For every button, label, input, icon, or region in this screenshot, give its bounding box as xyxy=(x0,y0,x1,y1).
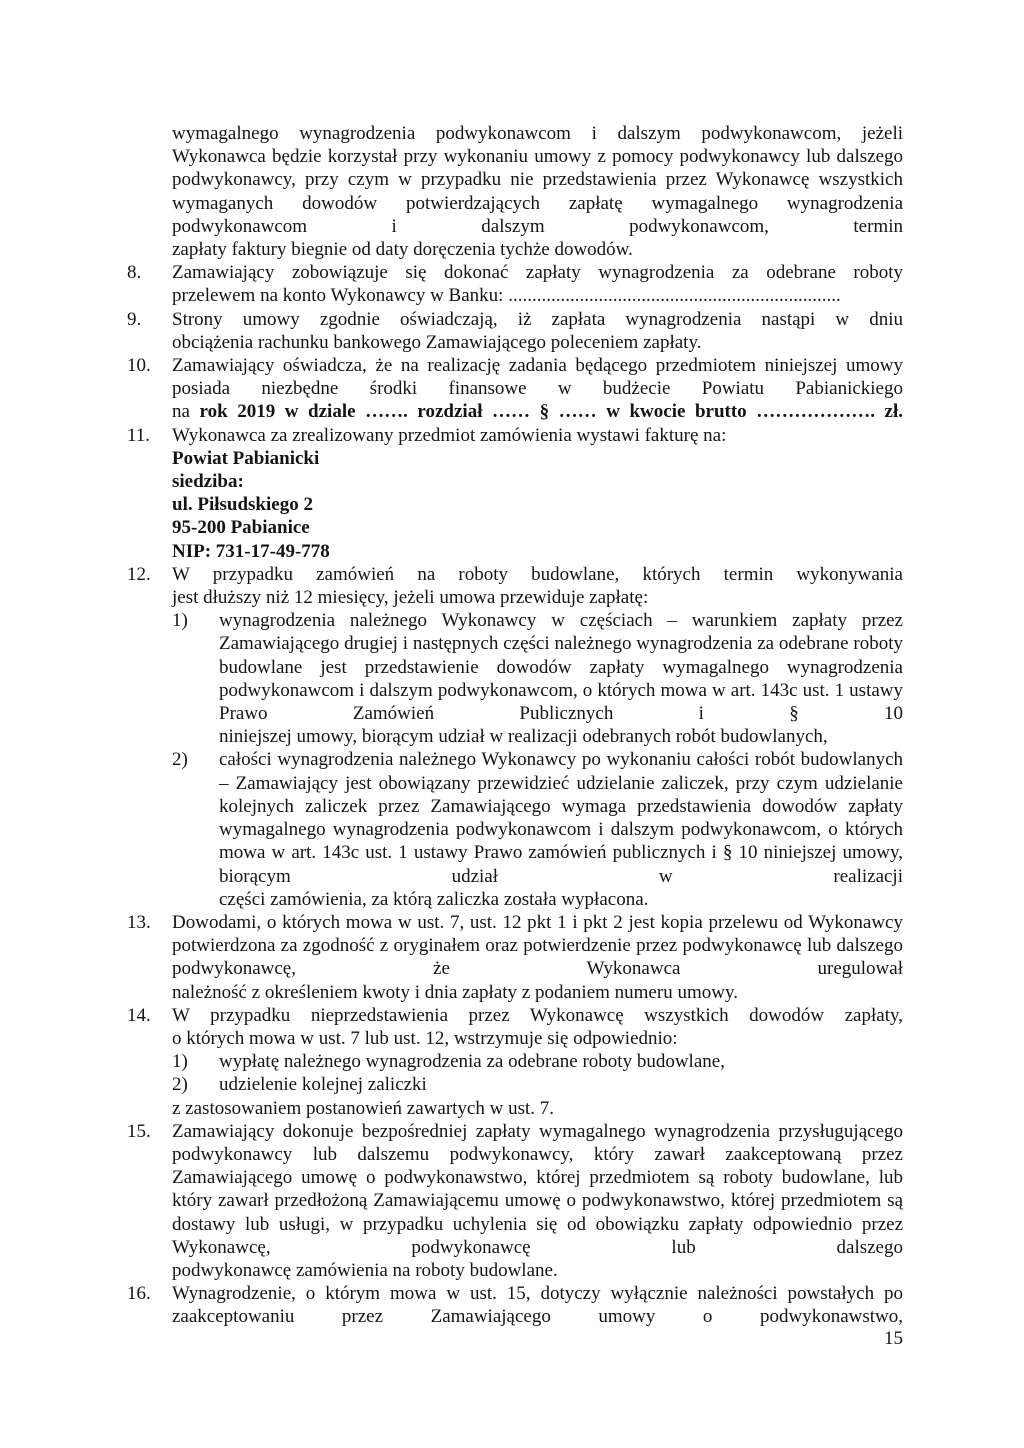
clause-number: 13. xyxy=(127,911,151,933)
point-body: wypłatę należnego wynagrodzenia za odebrane roboty budowlane, xyxy=(219,1051,725,1073)
clause-number: 14. xyxy=(127,1004,151,1026)
clause-body: W przypadku zamówień na roboty budowlane, których termin wykonywania xyxy=(172,563,903,585)
document-body xyxy=(127,122,903,1329)
clause-last-line xyxy=(172,400,903,423)
clause-last-line: podwykonawcę zamówienia na roboty budowlane. xyxy=(172,1259,558,1281)
point-number: 1) xyxy=(172,610,188,632)
invoice-street: ul. Piłsudskiego 2 xyxy=(172,494,313,516)
clause-body: Wynagrodzenie, o którym mowa w ust. 15, dotyczy wyłącznie należności powstałych po zaakceptowaniu przez Zamawiającego umowy o podwykonawstwo, xyxy=(172,1283,903,1328)
clause-last-line: jest dłuższy niż 12 miesięcy, jeżeli umowa przewiduje zapłatę: xyxy=(172,587,649,609)
clause-number: 11. xyxy=(127,424,151,446)
clause-body: Zamawiający zobowiązuje się dokonać zapłaty wynagrodzenia za odebrane roboty xyxy=(172,262,903,284)
clause-12-point-1 xyxy=(127,609,903,748)
continued-paragraph xyxy=(127,122,903,261)
clause-10 xyxy=(127,354,903,424)
clause-9 xyxy=(127,308,903,354)
point-body: udzielenie kolejnej zaliczki xyxy=(219,1074,427,1096)
clause-body: Dowodami, o których mowa w ust. 7, ust. 12 pkt 1 i pkt 2 jest kopia przelewu od Wykonawcy potwierdzona za zgodność z oryginałem oraz potwierdzenie przez podwykonawcę lub dalszego podwykonawcę, że Wykonawca uregulował xyxy=(172,911,903,980)
clause-last-line: przelewem na konto Wykonawcy w Banku: ...................................................................... xyxy=(172,285,841,307)
clause-number: 15. xyxy=(127,1120,151,1142)
clause-body: Zamawiający dokonuje bezpośredniej zapłaty wymagalnego wynagrodzenia przysługującego podwykonawcy lub dalszemu podwykonawcy, który zawarł zaakceptowaną przez Zamawiającego umowę o podwykonawstwo, której przedmiotem są roboty budowlane, lub który zawarł przedłożoną Zamawiającemu umowę o podwykonawstwo, której przedmiotem są dostawy lub usługi, w przypadku uchylenia się od obowiązku zapłaty odpowiednio przez Wykonawcę, podwykonawcę lub dalszego xyxy=(172,1120,903,1258)
clause-12-point-2 xyxy=(127,748,903,910)
invoice-seat-label: siedziba: xyxy=(172,471,244,493)
point-number: 1) xyxy=(172,1051,188,1073)
clause-14-point-1 xyxy=(127,1050,903,1073)
clause-15 xyxy=(127,1120,903,1282)
clause-last-line: o których mowa w ust. 7 lub ust. 12, wstrzymuje się odpowiednio: xyxy=(172,1027,678,1049)
clause-number: 9. xyxy=(127,308,142,330)
clause-14-point-2 xyxy=(127,1073,903,1096)
point-last-line: niniejszej umowy, biorącym udział w realizacji odebranych robót budowlanych, xyxy=(219,726,828,748)
clause-body: Wykonawca za zrealizowany przedmiot zamówienia wystawi fakturę na: xyxy=(172,424,727,446)
clause-11 xyxy=(127,424,903,563)
clause-last-line: obciążenia rachunku bankowego Zamawiającego poleceniem zapłaty. xyxy=(172,331,702,353)
clause-14 xyxy=(127,1004,903,1050)
paragraph-last-line: zapłaty faktury biegnie od daty doręczenia tychże dowodów. xyxy=(172,239,633,261)
point-body: wynagrodzenia należnego Wykonawcy w częściach – warunkiem zapłaty przez Zamawiającego drugiej i następnych części należnego wynagrodzenia za odebrane roboty budowlane jest przedstawienie dowodów zapłaty wymagalnego wynagrodzenia podwykonawcom i dalszym podwykonawcom, o których mowa w art. 143c ust. 1 ustawy Prawo Zamówień Publicznych i § 10 xyxy=(219,610,903,725)
clause-body: W przypadku nieprzedstawienia przez Wykonawcę wszystkich dowodów zapłaty, xyxy=(172,1004,903,1026)
clause-body: Strony umowy zgodnie oświadczają, iż zapłata wynagrodzenia nastąpi w dniu xyxy=(172,308,903,330)
clause-number: 16. xyxy=(127,1283,151,1305)
clause-14-tail: z zastosowaniem postanowień zawartych w ust. 7. xyxy=(172,1097,555,1119)
page-number: 15 xyxy=(884,1328,903,1349)
budget-prefix: na xyxy=(172,401,200,423)
clause-13 xyxy=(127,911,903,1004)
clause-12 xyxy=(127,563,903,609)
invoice-addressee: Powiat Pabianicki xyxy=(172,447,320,469)
clause-number: 10. xyxy=(127,355,151,377)
clause-last-line: należność z określeniem kwoty i dnia zapłaty z podaniem numeru umowy. xyxy=(172,981,738,1003)
invoice-nip: NIP: 731-17-49-778 xyxy=(172,540,330,562)
budget-classification: rok 2019 w dziale ……. rozdział …… § …… w kwocie brutto ………………. zł. xyxy=(199,401,903,423)
point-last-line: części zamówienia, za którą zaliczka została wypłacona. xyxy=(219,888,649,910)
clause-8 xyxy=(127,261,903,307)
point-number: 2) xyxy=(172,749,188,771)
clause-16 xyxy=(127,1282,903,1328)
paragraph-body: wymagalnego wynagrodzenia podwykonawcom i dalszym podwykonawcom, jeżeli Wykonawca będzie korzystał przy wykonaniu umowy z pomocy podwykonawcy lub dalszego podwykonawcy, przy czym w przypadku nie przedstawienia przez Wykonawcę wszystkich wymaganych dowodów potwierdzających zapłatę wymagalnego wynagrodzenia podwykonawcom i dalszym podwykonawcom, termin xyxy=(172,123,903,237)
clause-number: 8. xyxy=(127,262,142,284)
clause-number: 12. xyxy=(127,563,151,585)
clause-body: Zamawiający oświadcza, że na realizację zadania będącego przedmiotem niniejszej umowy posiada niezbędne środki finansowe w budżecie Powiatu Pabianickiego xyxy=(172,355,903,400)
invoice-city: 95-200 Pabianice xyxy=(172,517,310,539)
point-body: całości wynagrodzenia należnego Wykonawcy po wykonaniu całości robót budowlanych – Zamawiający jest obowiązany przewidzieć udzielanie zaliczek, przy czym udzielanie kolejnych zaliczek przez Zamawiającego wymaga przedstawienia dowodów zapłaty wymagalnego wynagrodzenia podwykonawcom i dalszym podwykonawcom, o których mowa w art. 143c ust. 1 ustawy Prawo zamówień publicznych i § 10 niniejszej umowy, biorącym udział w realizacji xyxy=(219,749,903,887)
point-number: 2) xyxy=(172,1074,188,1096)
